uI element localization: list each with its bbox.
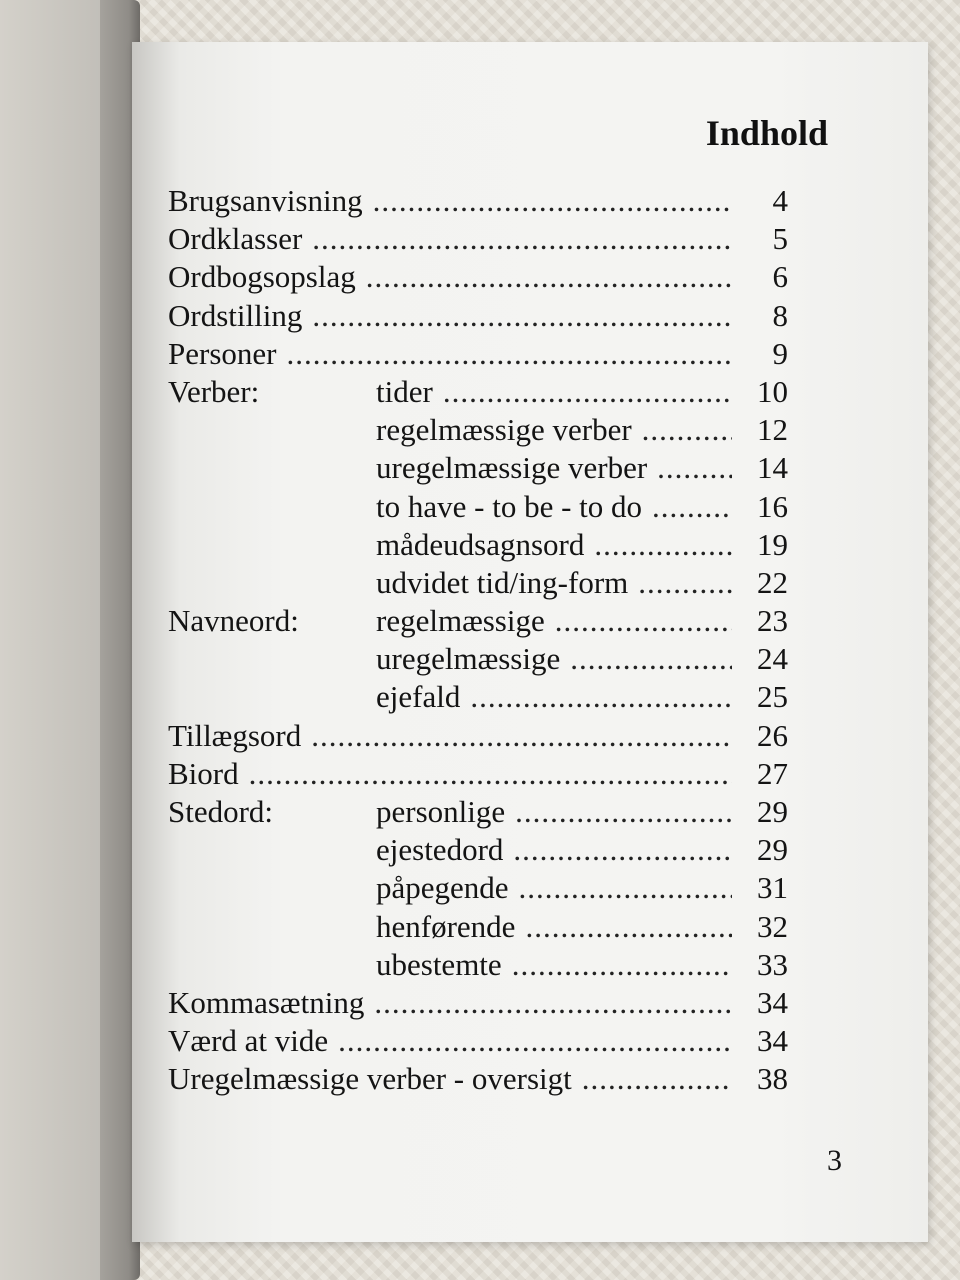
toc-dot-leader	[338, 1022, 732, 1060]
toc-row	[168, 258, 788, 296]
toc-entry	[376, 908, 788, 946]
toc-page-number: 33	[757, 946, 788, 982]
toc-row	[168, 411, 788, 449]
toc-dot-leader	[525, 908, 732, 946]
toc-page-number: 34	[757, 1023, 788, 1059]
toc-entry	[168, 717, 788, 755]
toc-entry	[376, 640, 788, 678]
toc-entry-label: Tillægsord	[168, 717, 302, 753]
toc-page-number: 29	[757, 832, 788, 868]
toc-entry	[376, 869, 788, 907]
toc-row	[168, 335, 788, 373]
toc-dot-leader	[638, 564, 732, 602]
toc-page-number: 23	[757, 603, 788, 639]
toc-page-number: 22	[757, 564, 788, 600]
toc-page-number: 9	[772, 335, 788, 371]
toc-page-number: 34	[757, 984, 788, 1020]
toc-page-number: 29	[757, 794, 788, 829]
toc-row	[168, 984, 788, 1022]
toc-row	[168, 717, 788, 755]
toc-page-number: 6	[772, 259, 788, 295]
toc-dot-leader	[512, 946, 732, 984]
toc-entry	[168, 258, 788, 296]
toc-row	[168, 564, 788, 602]
toc-entry	[376, 831, 788, 869]
toc-row	[168, 908, 788, 946]
toc-page-number: 5	[772, 221, 788, 257]
toc-dot-leader	[652, 488, 732, 526]
toc-dot-leader	[311, 717, 732, 755]
toc-entry	[168, 297, 788, 335]
toc-entry	[376, 373, 788, 411]
toc-page-number: 19	[757, 526, 788, 562]
table-of-contents	[168, 182, 788, 1099]
left-page-edge	[0, 0, 100, 1280]
toc-entry-label: ejestedord	[376, 832, 504, 868]
toc-entry	[168, 335, 788, 373]
toc-entry	[376, 488, 788, 526]
toc-group-label: Verber:	[168, 373, 260, 409]
toc-entry-label: personlige	[376, 794, 506, 829]
toc-dot-leader	[519, 869, 732, 907]
toc-entry-label: henførende	[376, 908, 516, 944]
toc-row	[168, 793, 788, 831]
toc-page-number: 16	[757, 488, 788, 524]
booklet-page	[132, 42, 928, 1242]
toc-page-number: 26	[757, 717, 788, 753]
toc-page-number: 24	[757, 641, 788, 677]
toc-entry-label: ubestemte	[376, 946, 502, 982]
toc-group-label: Stedord:	[168, 794, 274, 829]
toc-entry	[168, 1022, 788, 1060]
toc-entry	[376, 678, 788, 716]
toc-dot-leader	[470, 678, 732, 716]
toc-entry-label: uregelmæssige verber	[376, 450, 648, 486]
toc-entry-label: Ordklasser	[168, 221, 303, 257]
toc-entry-label: to have - to be - to do	[376, 488, 643, 524]
toc-dot-leader	[286, 335, 732, 373]
toc-row	[168, 946, 788, 984]
toc-dot-leader	[312, 297, 732, 335]
toc-entry-label: påpegende	[376, 870, 509, 906]
toc-entry-label: regelmæssige	[376, 603, 545, 639]
toc-dot-leader	[443, 373, 732, 411]
toc-entry-label: Personer	[168, 335, 277, 371]
toc-page-number: 27	[757, 755, 788, 791]
toc-entry-label: Kommasætning	[168, 984, 365, 1020]
toc-entry-label: Biord	[168, 755, 239, 791]
toc-entry-label: tider	[376, 373, 433, 409]
toc-dot-leader	[249, 755, 732, 793]
toc-row	[168, 869, 788, 907]
page-title: Indhold	[705, 113, 828, 153]
toc-entry-label: Brugsanvisning	[168, 183, 363, 218]
page-number: 3	[827, 1144, 842, 1177]
toc-entry-label: Værd at vide	[168, 1023, 329, 1059]
toc-row	[168, 449, 788, 487]
toc-row	[168, 182, 788, 220]
toc-page-number: 14	[757, 450, 788, 486]
toc-entry-label: udvidet tid/ing-form	[376, 564, 629, 600]
toc-dot-leader	[515, 793, 732, 831]
toc-dot-leader	[366, 258, 732, 296]
toc-entry	[376, 449, 788, 487]
toc-entry-label: regelmæssige verber	[376, 412, 632, 448]
toc-entry	[376, 526, 788, 564]
toc-row	[168, 526, 788, 564]
toc-group-label: Navneord:	[168, 603, 299, 639]
toc-page-number: 8	[772, 297, 788, 333]
toc-row	[168, 220, 788, 258]
toc-entry	[168, 984, 788, 1022]
toc-row	[168, 755, 788, 793]
toc-page-number: 25	[757, 679, 788, 715]
toc-entry	[168, 220, 788, 258]
toc-dot-leader	[570, 640, 732, 678]
toc-row	[168, 640, 788, 678]
toc-row	[168, 373, 788, 411]
toc-dot-leader	[582, 1060, 732, 1098]
toc-entry	[168, 755, 788, 793]
toc-entry-label: ejefald	[376, 679, 461, 715]
toc-dot-leader	[555, 602, 732, 640]
toc-row	[168, 488, 788, 526]
toc-row	[168, 678, 788, 716]
toc-dot-leader	[312, 220, 732, 258]
toc-dot-leader	[374, 984, 732, 1022]
toc-entry	[376, 564, 788, 602]
toc-dot-leader	[594, 526, 732, 564]
toc-entry	[168, 182, 788, 220]
toc-entry-label: Uregelmæssige verber - oversigt	[168, 1061, 572, 1097]
toc-page-number: 31	[757, 870, 788, 906]
toc-page-number: 32	[757, 908, 788, 944]
toc-entry-label: uregelmæssige	[376, 641, 561, 677]
toc-entry	[376, 946, 788, 984]
toc-entry	[376, 411, 788, 449]
toc-page-number: 38	[757, 1061, 788, 1097]
toc-dot-leader	[642, 411, 732, 449]
toc-entry-label: mådeudsagnsord	[376, 526, 585, 562]
toc-dot-leader	[513, 831, 732, 869]
toc-page-number: 10	[757, 373, 788, 409]
toc-dot-leader	[373, 182, 732, 220]
toc-entry	[168, 1060, 788, 1098]
left-page-fold	[0, 0, 140, 1280]
toc-row	[168, 1060, 788, 1098]
toc-entry	[376, 793, 788, 831]
toc-page-number: 4	[772, 183, 788, 218]
toc-row	[168, 831, 788, 869]
toc-row	[168, 297, 788, 335]
toc-dot-leader	[657, 449, 732, 487]
toc-row	[168, 1022, 788, 1060]
toc-entry-label: Ordbogsopslag	[168, 259, 356, 295]
toc-page-number: 12	[757, 412, 788, 448]
toc-entry-label: Ordstilling	[168, 297, 303, 333]
toc-row	[168, 602, 788, 640]
toc-entry	[376, 602, 788, 640]
